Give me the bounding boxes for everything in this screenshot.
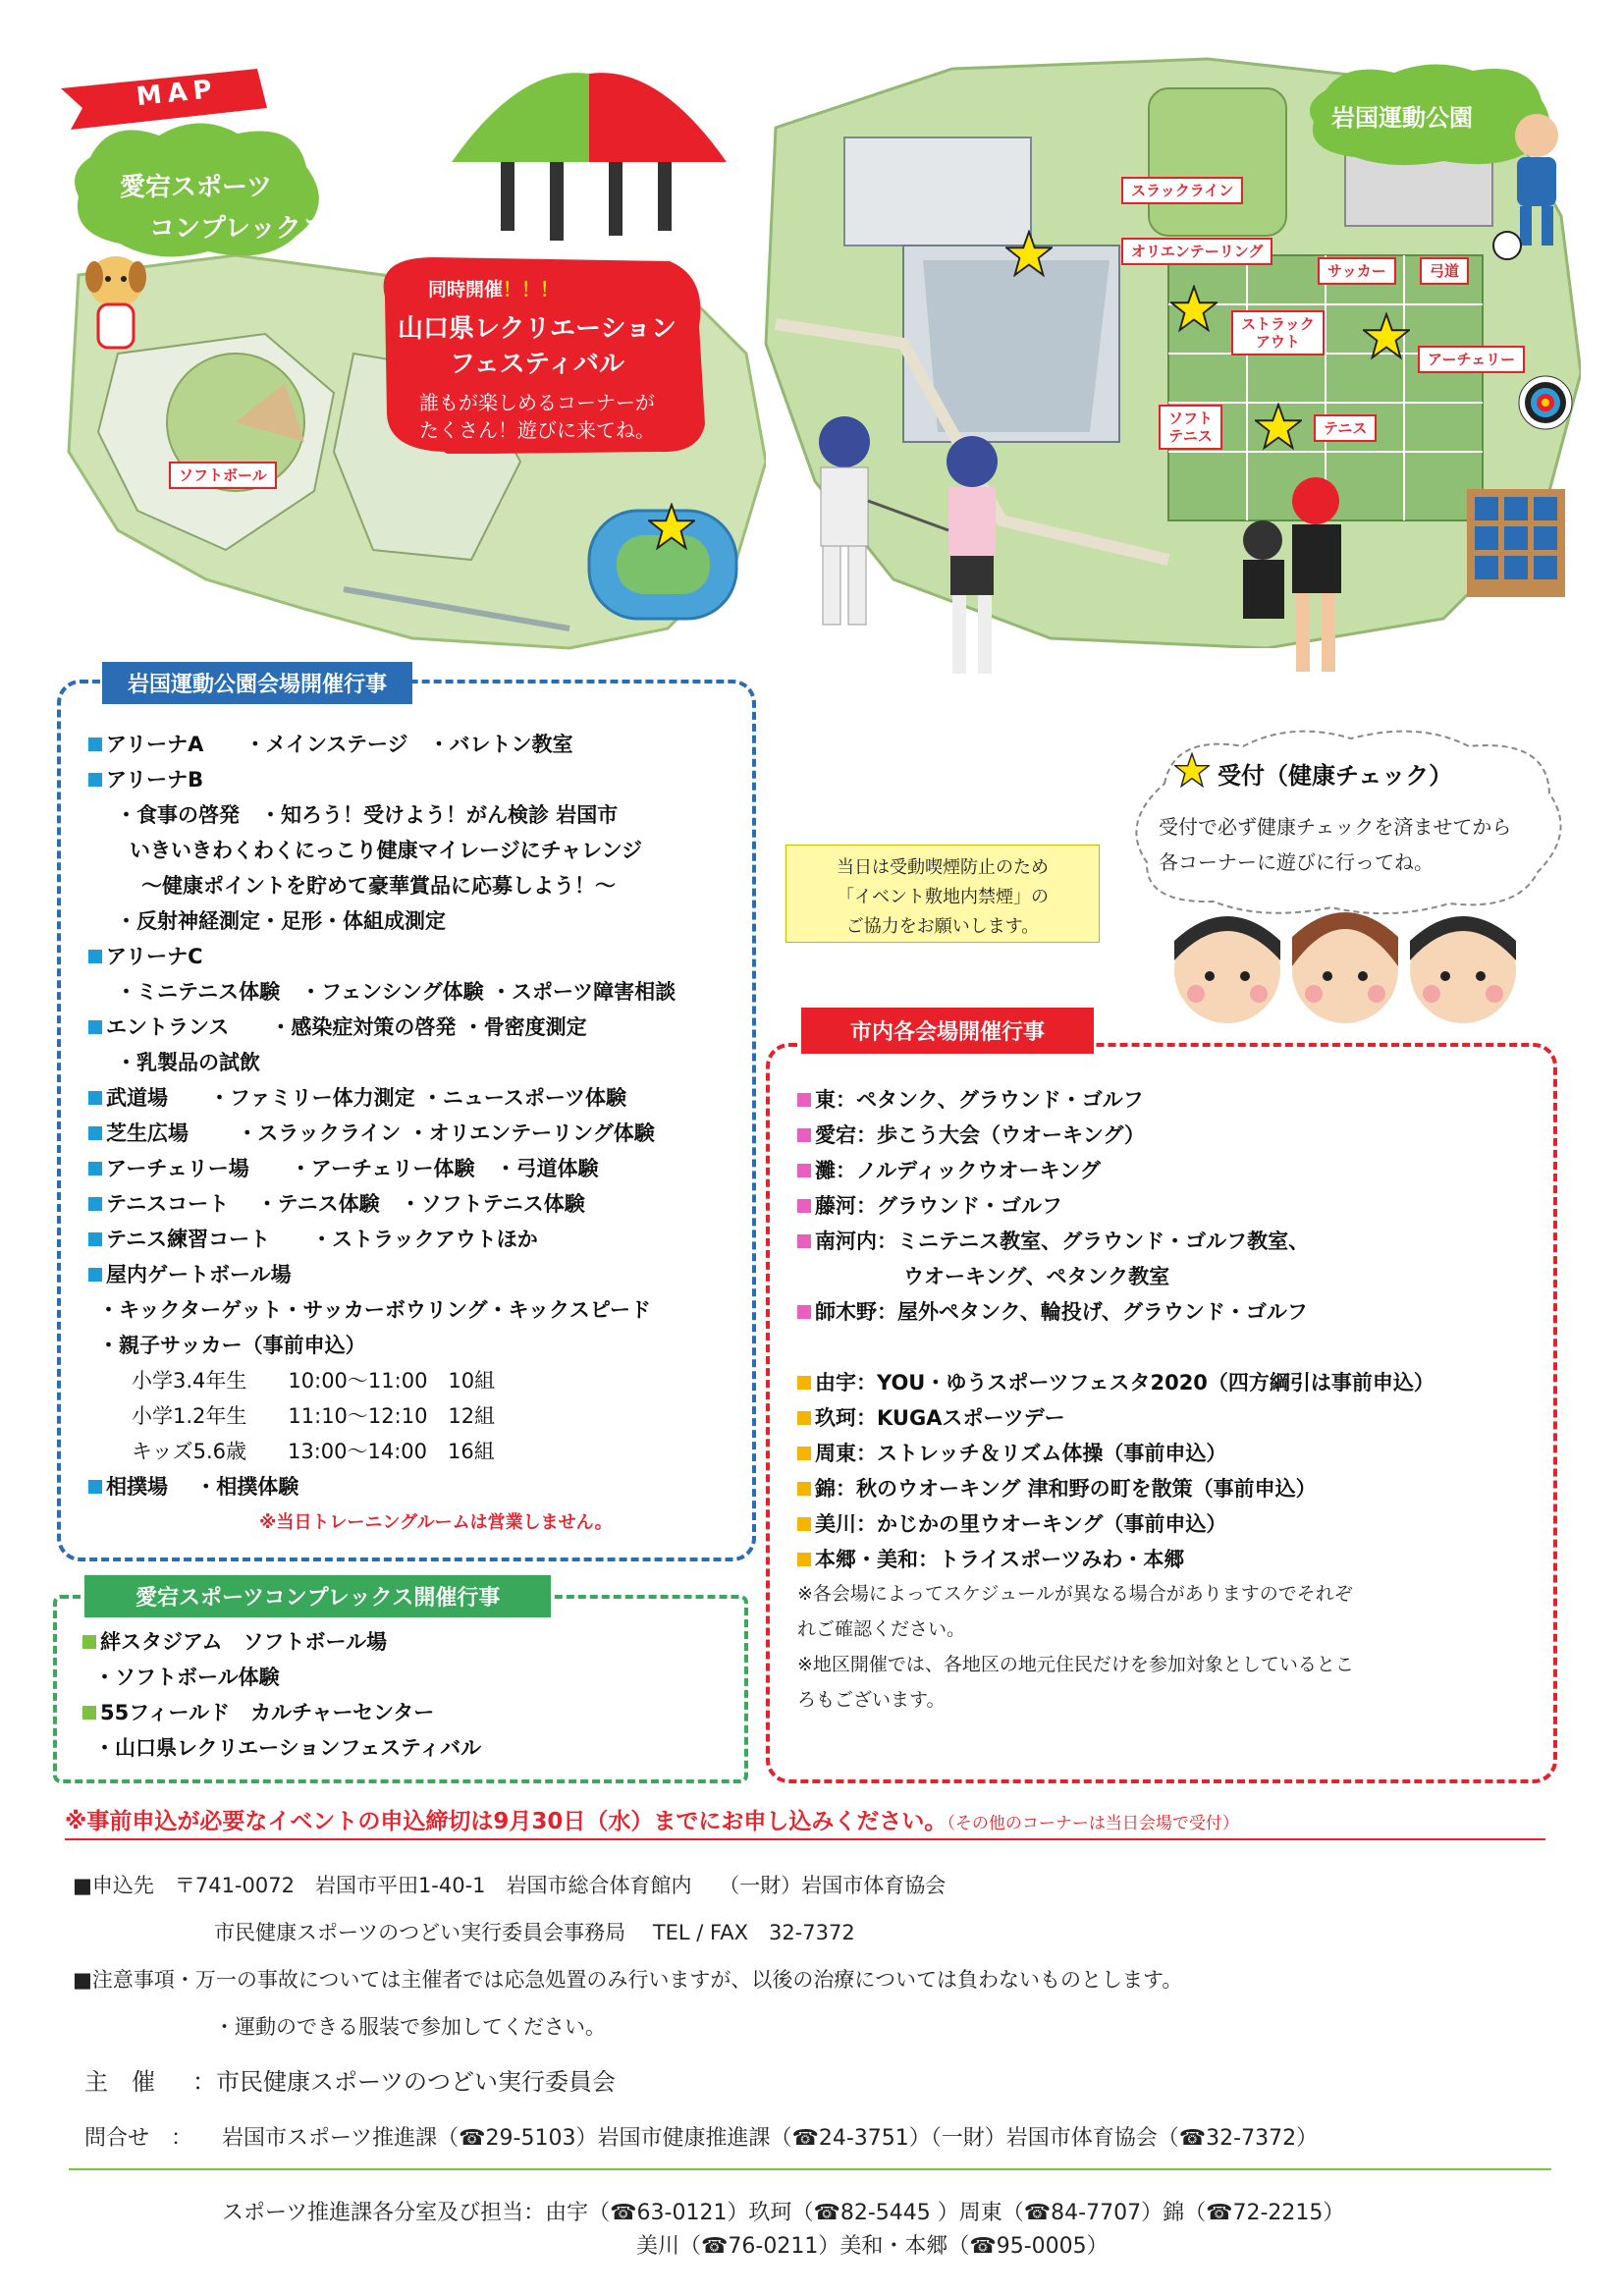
city-note-line: れご確認ください。 (797, 1618, 966, 1640)
city-note-line: ※各会場によってスケジュールが異なる場合がありますのでそれぞ (797, 1583, 1353, 1605)
parachute-photo (442, 54, 736, 250)
map-label-struckout: ストラック アウト (1231, 310, 1325, 355)
map-label-archery: アーチェリー (1418, 346, 1525, 373)
archery-target-icon (1518, 375, 1573, 430)
deadline-underline (65, 1838, 1545, 1840)
branch-line-2: 美川（☎76-0211）美和・本郷（☎95-0005） (636, 2234, 1109, 2259)
atago-events-title: 愛宕スポーツコンプレックス開催行事 (84, 1575, 551, 1617)
city-event-line: 南河内：ミニテニス教室、グラウンド・ゴルフ教室、 (797, 1226, 1309, 1255)
contact-value: 岩国市スポーツ推進課（☎29-5103）岩国市健康推進課（☎24-3751）（一財）岩国市体育協会（☎32-7372） (222, 2126, 1319, 2151)
park-event-line: 芝生広場 ・スラックライン ・オリエンテーリング体験 (88, 1118, 655, 1147)
city-event-line: 師木野：屋外ペタンク、輪投げ、グラウンド・ゴルフ (797, 1296, 1308, 1326)
map-label-softball: ソフトボール (169, 462, 277, 489)
park-event-line: 相撲場 ・相撲体験 (88, 1471, 298, 1501)
atago-label-2: コンプレックス (149, 214, 327, 244)
park-event-line: ・キックターゲット・サッカーボウリング・キックスピード (98, 1298, 652, 1322)
city-event-line: 本郷・美和：トライスポーツみわ・本郷 (797, 1544, 1184, 1573)
deadline-main: ※事前申込が必要なイベントの申込締切は9月30日（水）までにお申し込みください。 (65, 1809, 947, 1834)
city-event-line: 周東：ストレッチ＆リズム体操（事前申込） (797, 1438, 1226, 1467)
city-event-line: 錦：秋のウオーキング 津和野の町を散策（事前申込） (797, 1473, 1317, 1503)
smoking-note: 当日は受動喫煙防止のため 「イベント敷地内禁煙」の ご協力をお願いします。 (785, 845, 1100, 943)
soccer-player-icon (1483, 108, 1591, 265)
park-events-title: 岩国運動公園会場開催行事 (102, 662, 412, 704)
park-event-line: 屋内ゲートボール場 (88, 1259, 292, 1288)
park-event-line: アリーナC (88, 941, 203, 970)
atago-label-1: 愛宕スポーツ (120, 173, 272, 202)
apply-office: 市民健康スポーツのつどい実行委員会事務局 TEL / FAX 32-7372 (214, 1921, 855, 1944)
organizer-label: 主 催 (84, 2068, 155, 2096)
star-icon (1174, 752, 1210, 788)
city-event-line: ウオーキング、ペタンク教室 (903, 1265, 1170, 1288)
park-event-line: キッズ5.6歳 13:00～14:00 16組 (132, 1440, 495, 1463)
park-event-line: アリーナA ・メインステージ ・バレトン教室 (88, 729, 573, 758)
city-event-line: 美川：かじかの里ウオーキング（事前申込） (797, 1508, 1226, 1538)
reception-line-1: 受付で必ず健康チェックを済ませてから (1159, 815, 1512, 839)
park-event-line: ・乳製品の試飲 (116, 1051, 260, 1074)
map-label-soccer: サッカー (1318, 257, 1396, 285)
park-event-line: 小学3.4年生 10:00～11:00 10組 (132, 1369, 496, 1393)
park-event-line: アリーナB (88, 764, 203, 793)
apply-address: ■申込先 〒741-0072 岩国市平田1-40-1 岩国市総合体育館内 （一財）岩国市体育協会 (73, 1874, 947, 1897)
map-label-tennis: テニス (1314, 414, 1377, 442)
atago-event-line: ・山口県レクリエーションフェスティバル (94, 1736, 482, 1760)
park-event-line: テニスコート ・テニス体験 ・ソフトテニス体験 (88, 1188, 585, 1218)
park-event-line: テニス練習コート ・ストラックアウトほか (88, 1224, 538, 1253)
star-icon (1255, 403, 1302, 450)
festival-desc-2: たくさん！遊びに来てね。 (419, 418, 655, 442)
festival-desc-1: 誰もが楽しめるコーナーが (419, 391, 655, 414)
training-room-note: ※当日トレーニングルームは営業しません。 (259, 1512, 613, 1533)
organizer-value: ：市民健康スポーツのつどい実行委員会 (192, 2068, 617, 2096)
city-event-line: 灘：ノルディックウオーキング (797, 1155, 1101, 1184)
map-ribbon-label: MAP (135, 74, 220, 113)
deadline-notice (65, 1803, 1239, 1835)
park-event-line: アーチェリー場 ・アーチェリー体験 ・弓道体験 (88, 1153, 598, 1182)
park-event-line: 小学1.2年生 11:10～12:10 12組 (132, 1404, 496, 1428)
park-event-line: ・食事の啓発 ・知ろう！受けよう！がん検診 岩国市 (116, 803, 619, 827)
map-label-slackline: スラックライン (1121, 177, 1243, 204)
city-event-line: 東：ペタンク、グラウンド・ゴルフ (797, 1084, 1144, 1114)
park-event-line: ～健康ポイントを貯めて豪華賞品に応募しよう！～ (141, 874, 616, 898)
city-event-line: 藤河：グラウンド・ゴルフ (797, 1190, 1062, 1220)
atago-event-line: 55フィールド カルチャーセンター (82, 1697, 434, 1726)
park-event-line: ・親子サッカー（事前申込） (98, 1334, 366, 1357)
park-name-label: 岩国運動公園 (1331, 104, 1473, 132)
kick-target-board (1467, 489, 1565, 597)
atago-event-line: 絆スタジアム ソフトボール場 (82, 1626, 387, 1656)
map-label-softtennis: ソフト テニス (1159, 405, 1222, 450)
festival-title-2: フェスティバル (449, 350, 625, 379)
reception-title: 受付（健康チェック） (1218, 762, 1453, 790)
reception-line-2: 各コーナーに遊びに行ってね。 (1159, 850, 1434, 874)
caution-1: ■注意事項・万一の事故については主催者では応急処置のみ行いますが、以後の治療については負わないものとします。 (73, 1968, 1183, 1992)
park-event-line: ・反射神経測定・足形・体組成測定 (116, 909, 446, 933)
footer-divider (69, 2168, 1551, 2170)
star-icon (1170, 285, 1218, 332)
fencing-photo (785, 412, 1041, 697)
city-event-line: 玖珂：KUGAスポーツデー (797, 1402, 1065, 1432)
map-label-kyudo: 弓道 (1420, 257, 1469, 285)
city-event-line: 由宇：YOU・ゆうスポーツフェスタ2020（四方綱引は事前申込） (797, 1367, 1435, 1396)
caution-2: ・運動のできる服装で参加してください。 (214, 2015, 606, 2039)
star-icon (1005, 230, 1053, 277)
city-events-title: 市内各会場開催行事 (801, 1008, 1094, 1054)
dog-mascot-icon (77, 247, 155, 355)
contact-label: 問合せ ： (84, 2126, 193, 2151)
festival-title-1: 山口県レクリエーション (398, 314, 677, 344)
branch-line-1: スポーツ推進課各分室及び担当：由宇（☎63-0121）玖珂（☎82-5445 ）周東（☎84-7707）錦（☎72-2215） (222, 2201, 1345, 2225)
park-event-line: ・ミニテニス体験 ・フェンシング体験 ・スポーツ障害相談 (116, 980, 677, 1004)
city-note-line: ろもございます。 (797, 1689, 946, 1711)
atago-event-line: ・ソフトボール体験 (94, 1666, 280, 1689)
park-event-line: 武道場 ・ファミリー体力測定 ・ニュースポーツ体験 (88, 1082, 626, 1112)
deadline-sub: （その他のコーナーは当日会場で受付） (947, 1814, 1239, 1833)
map-section (0, 0, 1624, 668)
kids-illustration (1159, 892, 1532, 1039)
park-event-line: エントランス ・感染症対策の啓発 ・骨密度測定 (88, 1011, 587, 1041)
city-event-line: 愛宕：歩こう大会（ウオーキング） (797, 1120, 1145, 1149)
park-event-line: いきいきわくわくにっこり健康マイレージにチャレンジ (130, 839, 643, 862)
map-label-orienteering: オリエンテーリング (1121, 238, 1272, 265)
star-icon (648, 503, 695, 550)
city-note-line: ※地区開催では、各地区の地元住民だけを参加対象としているとこ (797, 1654, 1354, 1675)
running-kids-photo (1218, 471, 1375, 687)
star-icon (1363, 312, 1410, 359)
festival-simultaneous: 同時開催！！！ (428, 279, 560, 301)
